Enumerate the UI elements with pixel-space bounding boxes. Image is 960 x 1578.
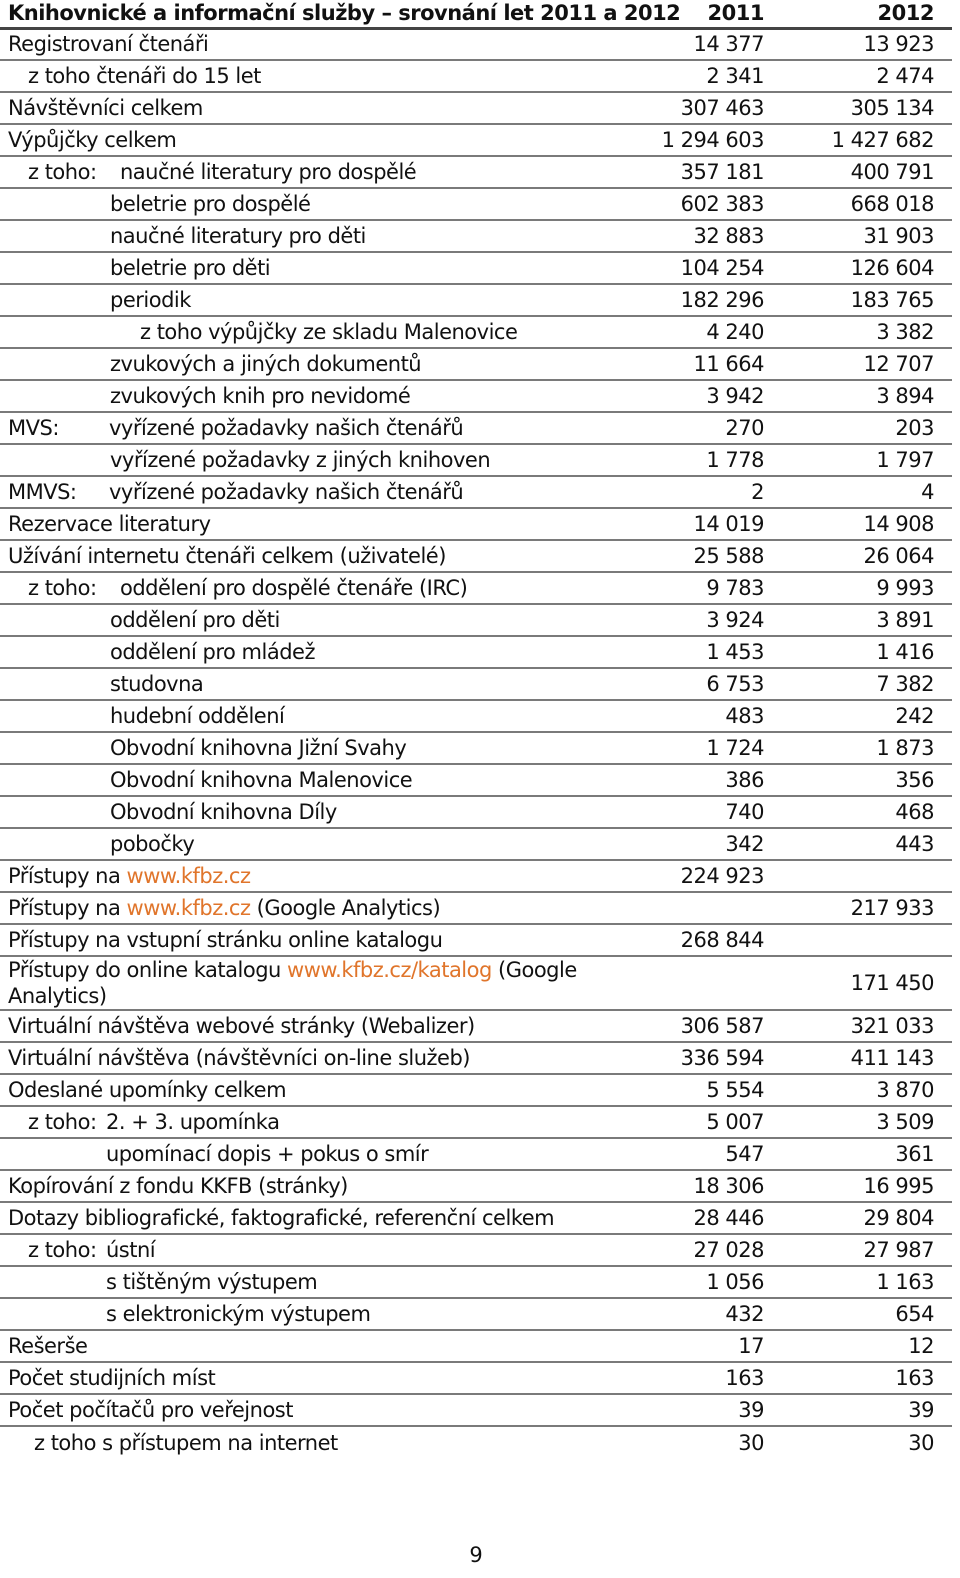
value-2011: 740 <box>630 796 782 828</box>
value-2011: 28 446 <box>630 1202 782 1234</box>
row-label: upomínací dopis + pokus o smír <box>0 1138 630 1170</box>
value-2011: 1 294 603 <box>630 124 782 156</box>
value-2012: 217 933 <box>782 892 952 924</box>
row-label: Přístupy na <box>8 864 121 888</box>
row-label: Virtuální návštěva webové stránky (Webalizer) <box>0 1010 630 1042</box>
value-2011: 336 594 <box>630 1042 782 1074</box>
value-2011: 6 753 <box>630 668 782 700</box>
row-label: vyřízené požadavky našich čtenářů <box>109 416 464 440</box>
value-2011: 32 883 <box>630 220 782 252</box>
row-label-group <box>0 1106 630 1138</box>
value-2012: 163 <box>782 1362 952 1394</box>
table-row <box>0 348 952 380</box>
table-row <box>0 1074 952 1106</box>
row-label: oddělení pro mládež <box>0 636 630 668</box>
row-label: Kopírování z fondu KKFB (stránky) <box>0 1170 630 1202</box>
value-2012: 12 <box>782 1330 952 1362</box>
row-label: naučné literatury pro děti <box>0 220 630 252</box>
row-label: hudební oddělení <box>0 700 630 732</box>
row-label: Užívání internetu čtenáři celkem (uživatelé) <box>0 540 630 572</box>
table-row <box>0 1394 952 1426</box>
row-label: beletrie pro děti <box>0 252 630 284</box>
row-label: Obvodní knihovna Malenovice <box>0 764 630 796</box>
value-2011: 14 019 <box>630 508 782 540</box>
value-2012: 468 <box>782 796 952 828</box>
page-number: 9 <box>469 1543 483 1567</box>
row-label: s elektronickým výstupem <box>0 1298 630 1330</box>
row-label: Počet studijních míst <box>0 1362 630 1394</box>
value-2012: 242 <box>782 700 952 732</box>
value-2011: 163 <box>630 1362 782 1394</box>
value-2012: 39 <box>782 1394 952 1426</box>
value-2011: 547 <box>630 1138 782 1170</box>
table-row <box>0 60 952 92</box>
table-row <box>0 860 952 892</box>
value-2012: 31 903 <box>782 220 952 252</box>
website-link[interactable]: www.kfbz.cz <box>126 864 251 888</box>
table-row <box>0 1362 952 1394</box>
value-2012: 26 064 <box>782 540 952 572</box>
table-row <box>0 1106 952 1138</box>
row-label: Dotazy bibliografické, faktografické, referenční celkem <box>0 1202 630 1234</box>
value-2012: 30 <box>908 1430 934 1455</box>
row-label: vyřízené požadavky z jiných knihoven <box>0 444 630 476</box>
table-row <box>0 924 952 956</box>
value-2012: 3 870 <box>782 1074 952 1106</box>
value-2011: 9 783 <box>630 572 782 604</box>
table-row <box>0 892 952 924</box>
row-label: periodik <box>0 284 630 316</box>
row-prefix: z toho: <box>28 160 97 184</box>
row-label: studovna <box>0 668 630 700</box>
row-label: Přístupy na vstupní stránku online katalogu <box>0 924 630 956</box>
value-2012: 305 134 <box>782 92 952 124</box>
value-2011: 182 296 <box>630 284 782 316</box>
value-2012: 1 873 <box>782 732 952 764</box>
table-row <box>0 668 952 700</box>
value-2012: 411 143 <box>782 1042 952 1074</box>
value-2012: 29 804 <box>782 1202 952 1234</box>
row-label: Obvodní knihovna Díly <box>0 796 630 828</box>
table-row <box>0 412 952 444</box>
value-2012: 1 427 682 <box>782 124 952 156</box>
value-2012: 16 995 <box>782 1170 952 1202</box>
value-2011: 17 <box>630 1330 782 1362</box>
value-2011: 104 254 <box>630 252 782 284</box>
table-row <box>0 572 952 604</box>
value-2011: 14 377 <box>630 28 782 60</box>
row-label: Přístupy na <box>8 896 121 920</box>
value-2012: 3 509 <box>782 1106 952 1138</box>
value-2011: 11 664 <box>630 348 782 380</box>
value-2012: 27 987 <box>782 1234 952 1266</box>
value-2012: 2 474 <box>782 60 952 92</box>
value-2011: 39 <box>630 1394 782 1426</box>
value-2011: 224 923 <box>630 860 782 892</box>
value-2011 <box>630 956 782 1010</box>
row-prefix: z toho: <box>28 1238 97 1262</box>
value-2011: 602 383 <box>630 188 782 220</box>
row-label: 2. + 3. upomínka <box>106 1110 280 1134</box>
column-header-2011: 2011 <box>630 0 782 28</box>
row-label: oddělení pro dospělé čtenáře (IRC) <box>120 576 468 600</box>
value-2012: 321 033 <box>782 1010 952 1042</box>
table-row <box>0 476 952 508</box>
value-2012: 400 791 <box>782 156 952 188</box>
row-label-group <box>0 412 630 444</box>
row-label: Registrovaní čtenáři <box>0 28 630 60</box>
value-2011: 25 588 <box>630 540 782 572</box>
value-2011: 2 341 <box>630 60 782 92</box>
row-label: Přístupy do online katalogu <box>8 958 281 982</box>
row-label: Rešerše <box>0 1330 630 1362</box>
table-row <box>0 1330 952 1362</box>
row-label: z toho výpůjčky ze skladu Malenovice <box>0 316 630 348</box>
value-2011: 270 <box>630 412 782 444</box>
row-label-group <box>0 860 630 892</box>
value-2011: 342 <box>630 828 782 860</box>
row-label-group <box>0 956 630 1010</box>
table-row <box>0 700 952 732</box>
value-2011: 5 007 <box>630 1106 782 1138</box>
value-2011: 307 463 <box>630 92 782 124</box>
value-2011: 268 844 <box>630 924 782 956</box>
table-row <box>0 956 952 1010</box>
table-row <box>0 92 952 124</box>
row-label: s tištěným výstupem <box>0 1266 630 1298</box>
table-row <box>0 380 952 412</box>
value-2012 <box>782 924 952 956</box>
value-2011: 306 587 <box>630 1010 782 1042</box>
table-row <box>0 28 952 60</box>
row-label-suffix: (Google Analytics) <box>256 896 441 920</box>
row-prefix: z toho: <box>28 576 97 600</box>
row-label: Virtuální návštěva (návštěvníci on-line služeb) <box>0 1042 630 1074</box>
row-label: z toho s přístupem na internet <box>34 1430 338 1455</box>
table-row <box>0 764 952 796</box>
table-row <box>0 1202 952 1234</box>
table-row <box>0 540 952 572</box>
row-label-group <box>0 476 630 508</box>
value-2012: 356 <box>782 764 952 796</box>
table-header-row <box>0 0 952 28</box>
row-label-group <box>0 156 630 188</box>
value-2012: 7 382 <box>782 668 952 700</box>
value-2012: 4 <box>782 476 952 508</box>
row-label: naučné literatury pro dospělé <box>120 160 417 184</box>
table-row <box>0 636 952 668</box>
value-2012: 203 <box>782 412 952 444</box>
value-2012: 1 163 <box>782 1266 952 1298</box>
table-row <box>0 1170 952 1202</box>
table-row <box>0 156 952 188</box>
table-row <box>0 124 952 156</box>
value-2011: 3 924 <box>630 604 782 636</box>
row-label: Výpůjčky celkem <box>0 124 630 156</box>
table-row <box>0 316 952 348</box>
value-2012: 3 894 <box>782 380 952 412</box>
row-label: zvukových knih pro nevidomé <box>0 380 630 412</box>
table-title: Knihovnické a informační služby – srovnání let 2011 a 2012 <box>0 0 630 28</box>
row-label: Odeslané upomínky celkem <box>0 1074 630 1106</box>
value-2011: 1 453 <box>630 636 782 668</box>
table-row <box>0 604 952 636</box>
table-row <box>0 1266 952 1298</box>
value-2012: 12 707 <box>782 348 952 380</box>
row-prefix: MMVS: <box>8 480 77 504</box>
value-2012: 3 891 <box>782 604 952 636</box>
catalog-link[interactable]: www.kfbz.cz/katalog <box>287 958 492 982</box>
value-2011: 18 306 <box>630 1170 782 1202</box>
value-2012: 443 <box>782 828 952 860</box>
value-2011: 357 181 <box>630 156 782 188</box>
table-row <box>0 188 952 220</box>
table-row <box>0 508 952 540</box>
table-row <box>0 284 952 316</box>
value-2012: 654 <box>782 1298 952 1330</box>
row-label-group <box>0 572 630 604</box>
row-label-group <box>0 892 630 924</box>
table-row <box>0 1138 952 1170</box>
value-2011: 5 554 <box>630 1074 782 1106</box>
table-row <box>0 796 952 828</box>
table-row <box>0 828 952 860</box>
table-row <box>0 220 952 252</box>
row-label-suffix: (Google Analytics) <box>8 958 577 1008</box>
table-row <box>0 1426 952 1458</box>
table-row <box>0 1010 952 1042</box>
row-label: Rezervace literatury <box>0 508 630 540</box>
row-label: beletrie pro dospělé <box>0 188 630 220</box>
value-2011: 4 240 <box>630 316 782 348</box>
value-2011: 1 056 <box>630 1266 782 1298</box>
row-label: Obvodní knihovna Jižní Svahy <box>0 732 630 764</box>
row-label: Návštěvníci celkem <box>0 92 630 124</box>
value-2012: 126 604 <box>782 252 952 284</box>
value-2012: 1 416 <box>782 636 952 668</box>
value-2012: 668 018 <box>782 188 952 220</box>
value-2011: 483 <box>630 700 782 732</box>
table-row <box>0 444 952 476</box>
value-2011: 27 028 <box>630 1234 782 1266</box>
website-link[interactable]: www.kfbz.cz <box>126 896 251 920</box>
value-2011: 386 <box>630 764 782 796</box>
column-header-2012: 2012 <box>782 0 952 28</box>
value-2011: 3 942 <box>630 380 782 412</box>
value-2011: 2 <box>630 476 782 508</box>
value-2011: 1 724 <box>630 732 782 764</box>
value-2012: 3 382 <box>782 316 952 348</box>
row-label: ústní <box>106 1238 156 1262</box>
row-label: oddělení pro děti <box>0 604 630 636</box>
value-2012: 13 923 <box>782 28 952 60</box>
row-label: vyřízené požadavky našich čtenářů <box>109 480 464 504</box>
value-2011: 432 <box>630 1298 782 1330</box>
row-label: z toho čtenáři do 15 let <box>0 60 630 92</box>
row-label: pobočky <box>0 828 630 860</box>
value-2011: 1 778 <box>630 444 782 476</box>
value-2011: 30 <box>738 1430 764 1455</box>
value-2012: 14 908 <box>782 508 952 540</box>
value-2012: 183 765 <box>782 284 952 316</box>
value-2011 <box>630 892 782 924</box>
table-row <box>0 732 952 764</box>
value-2012: 361 <box>782 1138 952 1170</box>
table-row <box>0 1298 952 1330</box>
table-row <box>0 1042 952 1074</box>
value-2012 <box>782 860 952 892</box>
row-label-group <box>0 1234 630 1266</box>
row-label: zvukových a jiných dokumentů <box>0 348 630 380</box>
value-2012: 171 450 <box>782 956 952 1010</box>
row-prefix: MVS: <box>8 416 59 440</box>
table-row <box>0 1234 952 1266</box>
table-row <box>0 252 952 284</box>
row-label: Počet počítačů pro veřejnost <box>0 1394 630 1426</box>
value-2012: 9 993 <box>782 572 952 604</box>
value-2012: 1 797 <box>782 444 952 476</box>
row-prefix: z toho: <box>28 1110 97 1134</box>
